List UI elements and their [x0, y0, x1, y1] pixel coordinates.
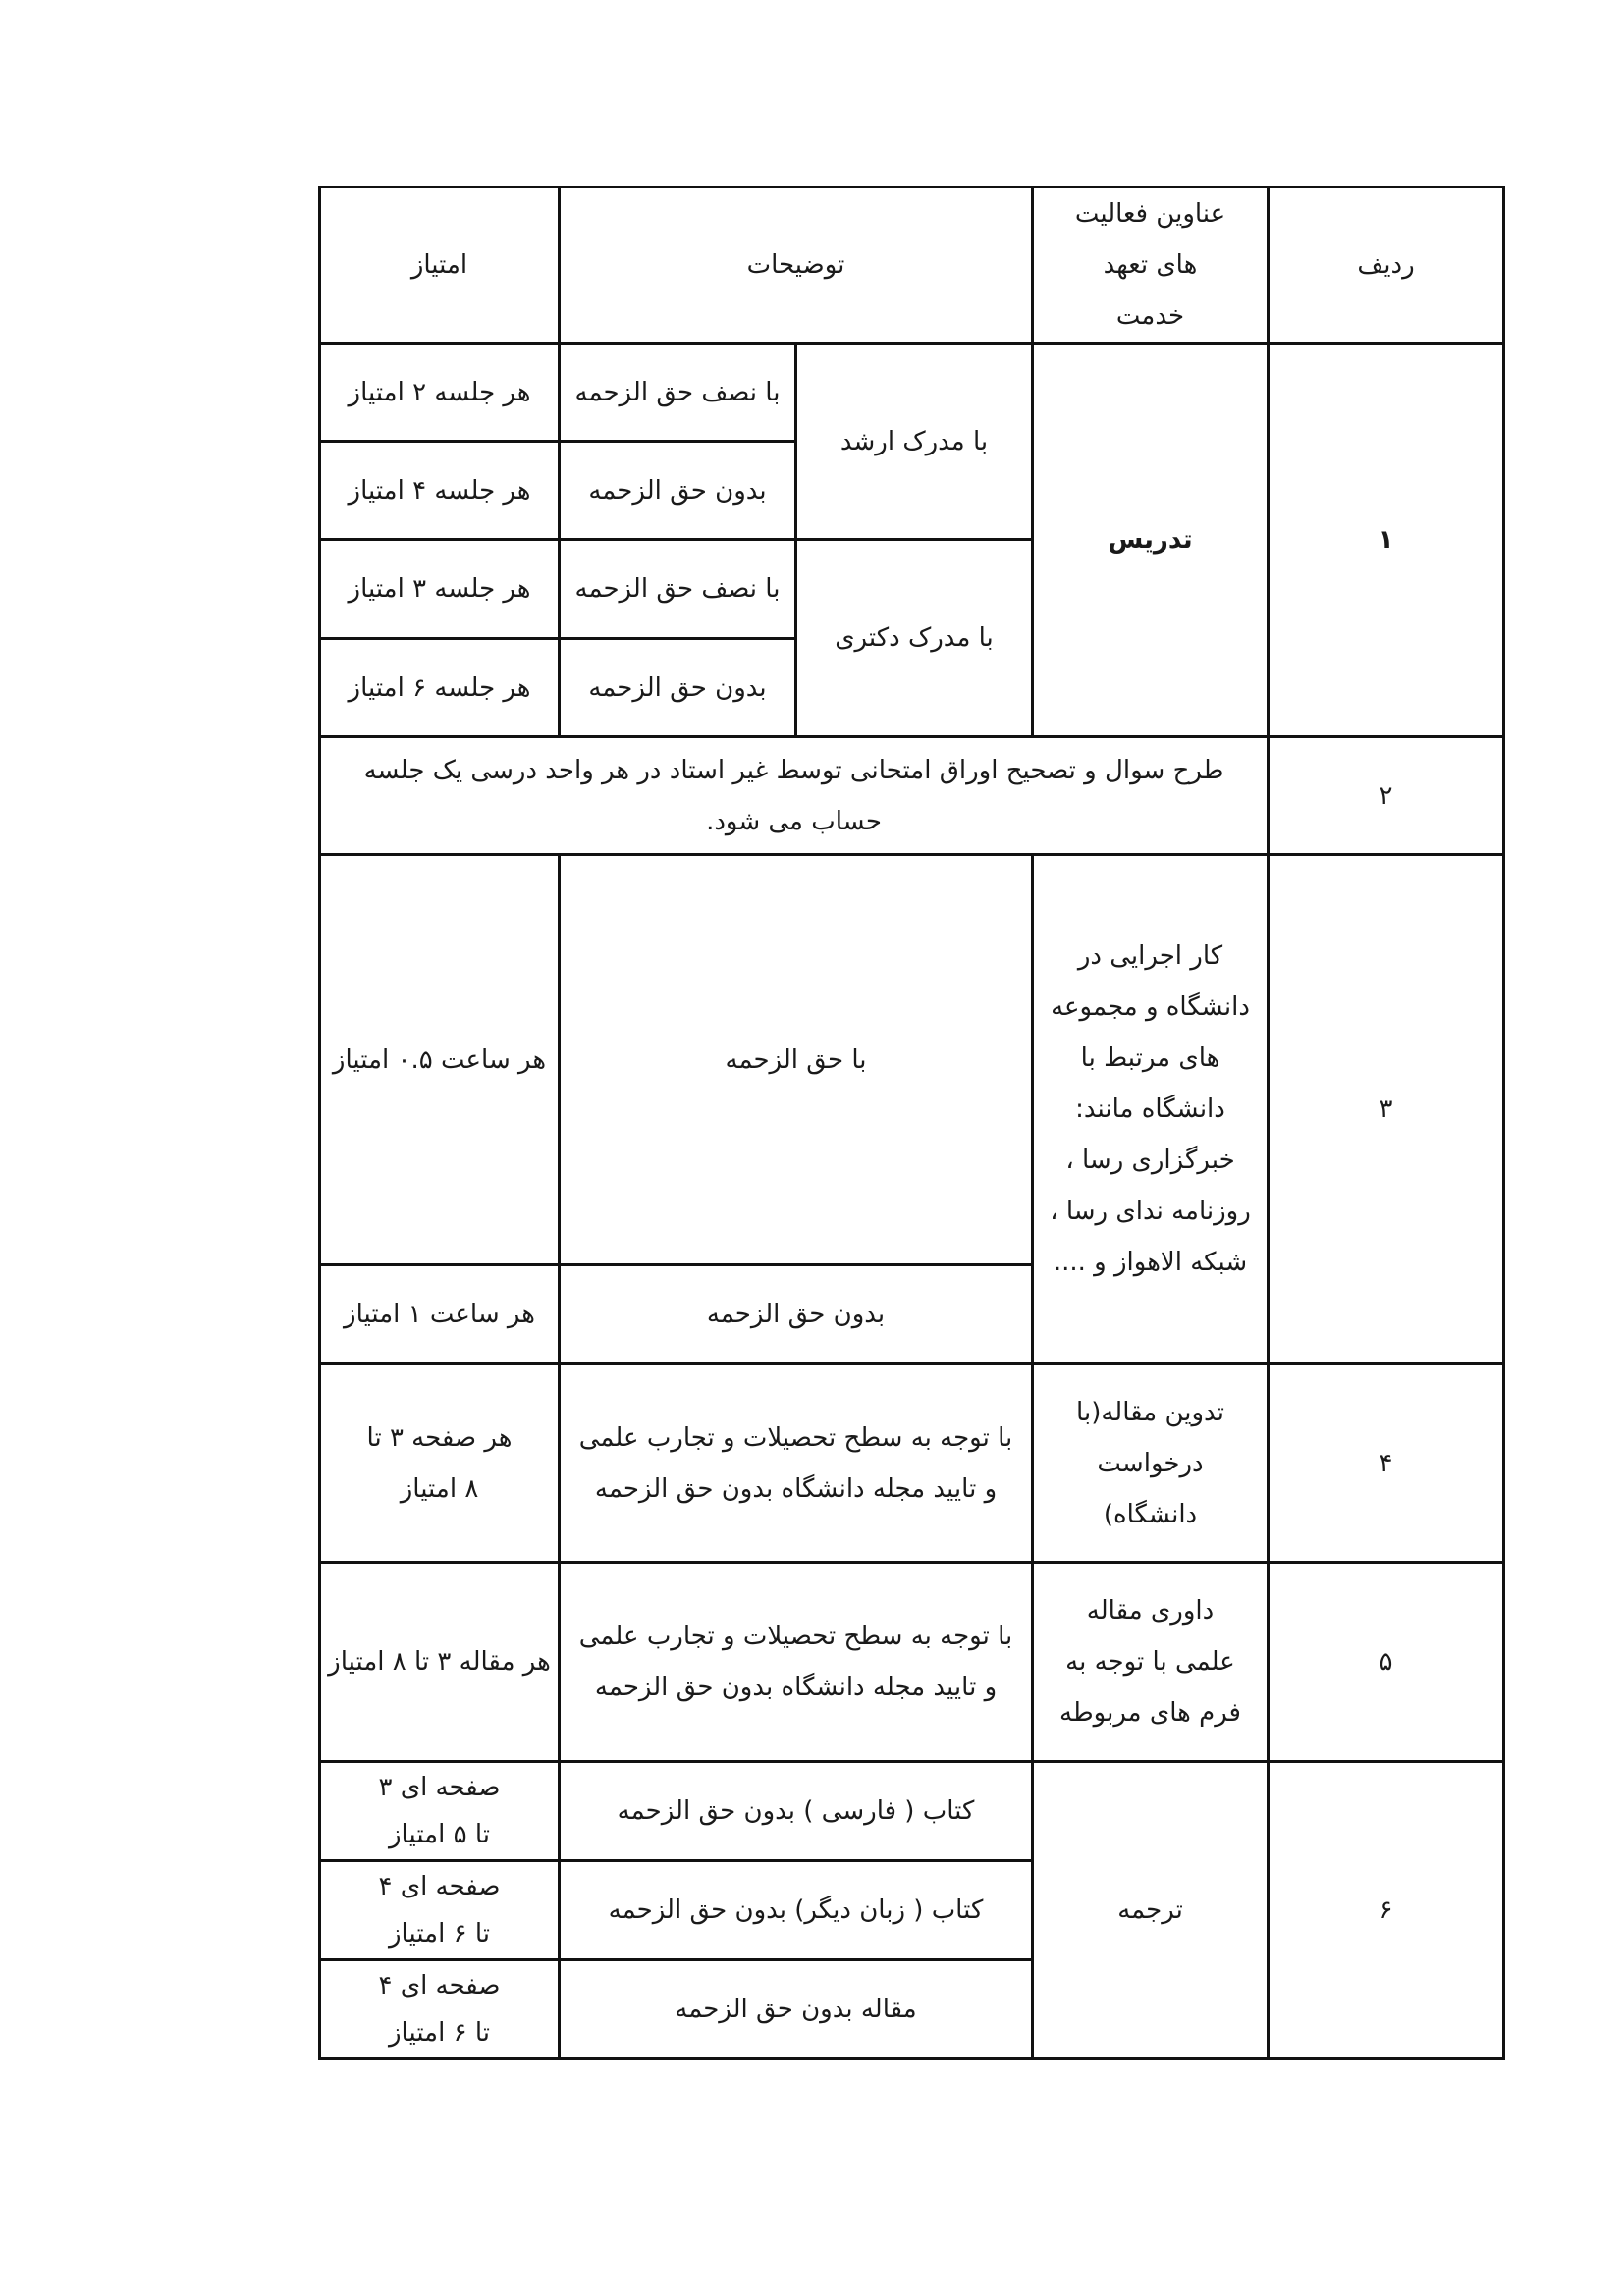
- description-cell: مقاله بدون حق الزحمه: [560, 1960, 1033, 2059]
- points-cell: صفحه ای ۳ تا ۵ امتیاز: [320, 1762, 560, 1861]
- degree-doctorate: با مدرک دکتری: [796, 540, 1033, 737]
- table-row: [320, 1762, 1504, 1861]
- header-row-number: ردیف: [1269, 187, 1504, 344]
- header-points: امتیاز: [320, 187, 560, 344]
- header-activity-title: عناوین فعالیت های تعهد خدمت: [1033, 187, 1269, 344]
- table-row: [320, 1563, 1504, 1762]
- description-cell: کتاب ( زبان دیگر) بدون حق الزحمه: [560, 1861, 1033, 1960]
- row-number: ۱: [1269, 344, 1504, 737]
- points-cell: هر ساعت ۰.۵ امتیاز: [320, 855, 560, 1265]
- activity-translation: ترجمه: [1033, 1762, 1269, 2059]
- description-cell: با نصف حق الزحمه: [560, 540, 796, 639]
- table-row: [320, 737, 1504, 855]
- table-row: [320, 1364, 1504, 1563]
- degree-masters: با مدرک ارشد: [796, 344, 1033, 540]
- description-cell: کتاب ( فارسی ) بدون حق الزحمه: [560, 1762, 1033, 1861]
- row-number: ۴: [1269, 1364, 1504, 1563]
- points-cell: صفحه ای ۴ تا ۶ امتیاز: [320, 1861, 560, 1960]
- description-cell: با نصف حق الزحمه: [560, 344, 796, 442]
- activity-executive-work: کار اجرایی در دانشگاه و مجموعه های مرتبط با دانشگاه مانند: خبرگزاری رسا ، روزنامه ندای رسا ، شبکه الاهواز و ....: [1033, 855, 1269, 1364]
- points-cell: هر مقاله ۳ تا ۸ امتیاز: [320, 1563, 560, 1762]
- description-cell: بدون حق الزحمه: [560, 639, 796, 737]
- row-number: ۶: [1269, 1762, 1504, 2059]
- points-cell: هر ساعت ۱ امتیاز: [320, 1265, 560, 1364]
- points-cell: هر جلسه ۴ امتیاز: [320, 442, 560, 540]
- description-cell: بدون حق الزحمه: [560, 442, 796, 540]
- table-row: [320, 855, 1504, 1265]
- activity-teaching: تدریس: [1033, 344, 1269, 737]
- row-number: ۵: [1269, 1563, 1504, 1762]
- description-cell: با توجه به سطح تحصیلات و تجارب علمی و تایید مجله دانشگاه بدون حق الزحمه: [560, 1364, 1033, 1563]
- row-number: ۲: [1269, 737, 1504, 855]
- description-cell: با حق الزحمه: [560, 855, 1033, 1265]
- activity-article-review: داوری مقاله علمی با توجه به فرم های مربوطه: [1033, 1563, 1269, 1762]
- service-activities-table: [318, 186, 1505, 2060]
- exam-note: طرح سوال و تصحیح اوراق امتحانی توسط غیر استاد در هر واحد درسی یک جلسه حساب می شود.: [320, 737, 1269, 855]
- description-cell: با توجه به سطح تحصیلات و تجارب علمی و تایید مجله دانشگاه بدون حق الزحمه: [560, 1563, 1033, 1762]
- activity-article-writing: تدوین مقاله(با درخواست دانشگاه): [1033, 1364, 1269, 1563]
- table-row: [320, 344, 1504, 442]
- header-description: توضیحات: [560, 187, 1033, 344]
- points-cell: هر جلسه ۶ امتیاز: [320, 639, 560, 737]
- row-number: ۳: [1269, 855, 1504, 1364]
- points-cell: هر جلسه ۲ امتیاز: [320, 344, 560, 442]
- points-cell: صفحه ای ۴ تا ۶ امتیاز: [320, 1960, 560, 2059]
- points-cell: هر صفحه ۳ تا ۸ امتیاز: [320, 1364, 560, 1563]
- points-cell: هر جلسه ۳ امتیاز: [320, 540, 560, 639]
- description-cell: بدون حق الزحمه: [560, 1265, 1033, 1364]
- header-row: [320, 187, 1504, 344]
